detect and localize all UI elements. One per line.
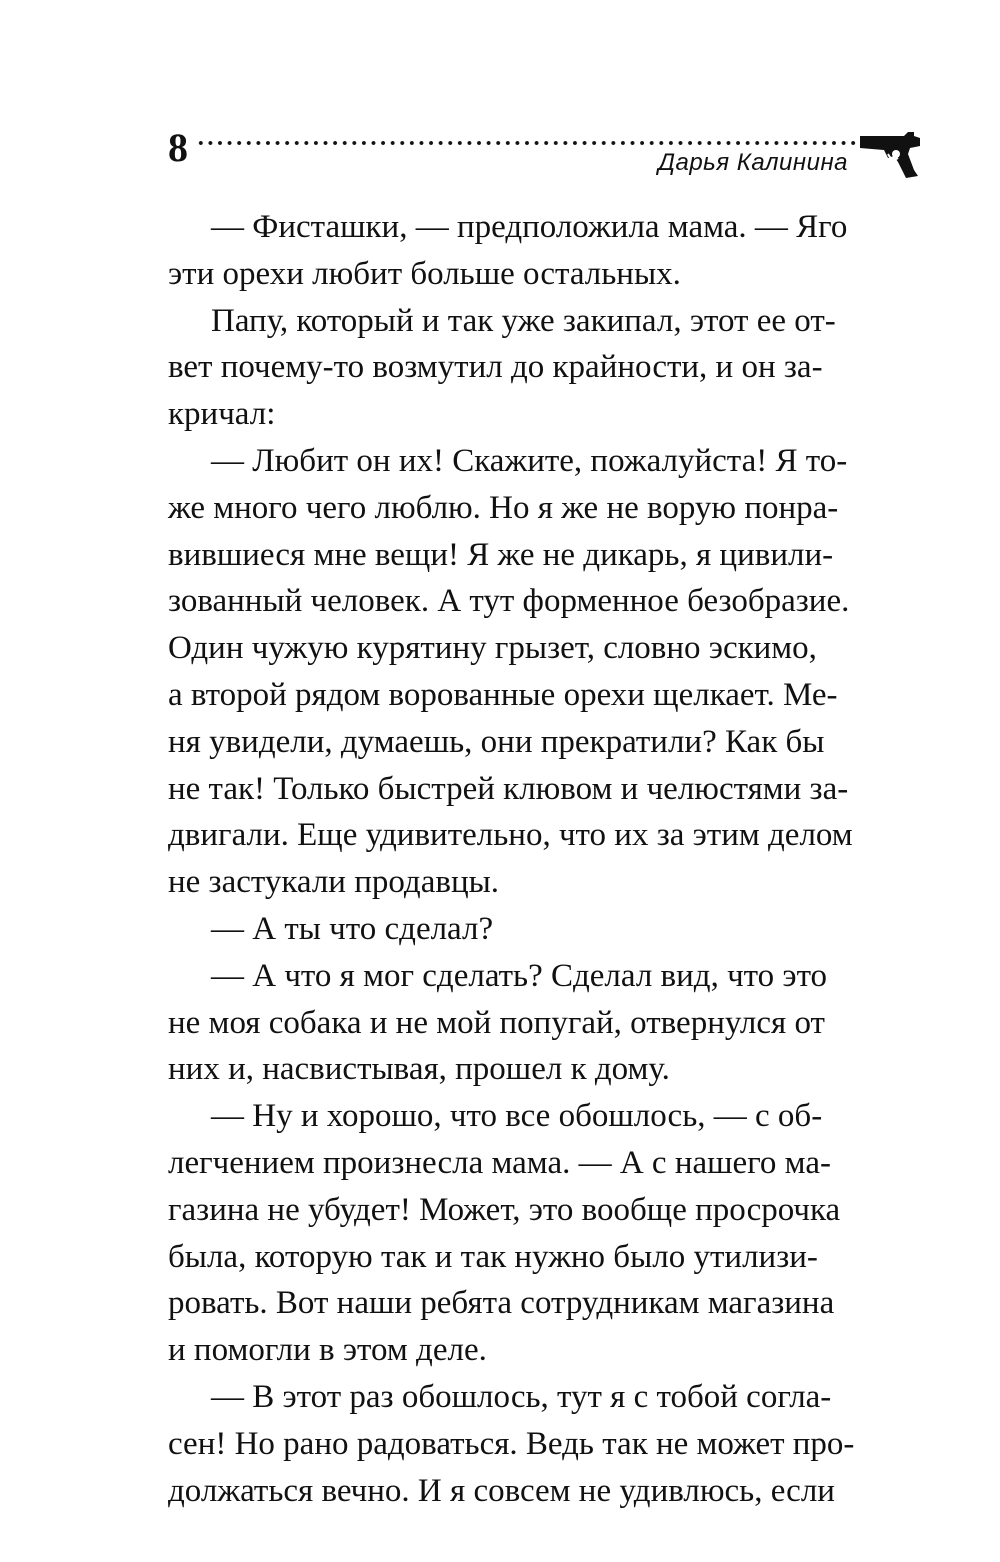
paragraph: — Фисташки, — предположила мама. — Яго эти орехи любит больше остальных. bbox=[168, 209, 848, 292]
paragraph: Папу, который и так уже закипал, этот ее от- вет почему-то возмутил до крайности, и он за- кричал: bbox=[168, 302, 836, 433]
paragraph: — В этот раз обошлось, тут я с тобой согла- сен! Но рано радоваться. Ведь так не может про- должаться вечно. И я совсем не удивлюсь, если bbox=[168, 1378, 855, 1509]
dotted-rule bbox=[196, 140, 888, 146]
paragraph: — Любит он их! Скажите, пожалуйста! Я то- же много чего люблю. Но я же не ворую понра- вившиеся мне вещи! Я же не дикарь, я цивили- зованный человек. А тут форменное безобразие. Один чужую курятину грызет, словно эскимо, а второй рядом ворованные орехи щелкает. Ме- ня увидели, думаешь, они прекратили? Как бы не так! Только быстрей клювом и челюстями за- двигали. Еще удивительно, что их за этим делом не застукали продавцы. bbox=[168, 442, 853, 901]
running-header bbox=[168, 118, 928, 188]
running-head-author: Дарья Калинина bbox=[658, 149, 848, 176]
paragraph: — А ты что сделал? bbox=[211, 910, 494, 947]
revolver-icon bbox=[858, 126, 922, 180]
page-number: 8 bbox=[168, 125, 188, 170]
paragraph: — Ну и хорошо, что все обошлось, — с об- легчением произнесла мама. — А с нашего ма- газина не убудет! Может, это вообще просрочка была, которую так и так нужно было утилизи- ровать. Вот наши ребята сотрудникам магазина и помогли в этом деле. bbox=[168, 1098, 841, 1369]
body-text bbox=[168, 204, 886, 1514]
paragraph: — А что я мог сделать? Сделал вид, что это не моя собака и не мой попугай, отвернулся от них и, насвистывая, прошел к дому. bbox=[168, 957, 828, 1088]
